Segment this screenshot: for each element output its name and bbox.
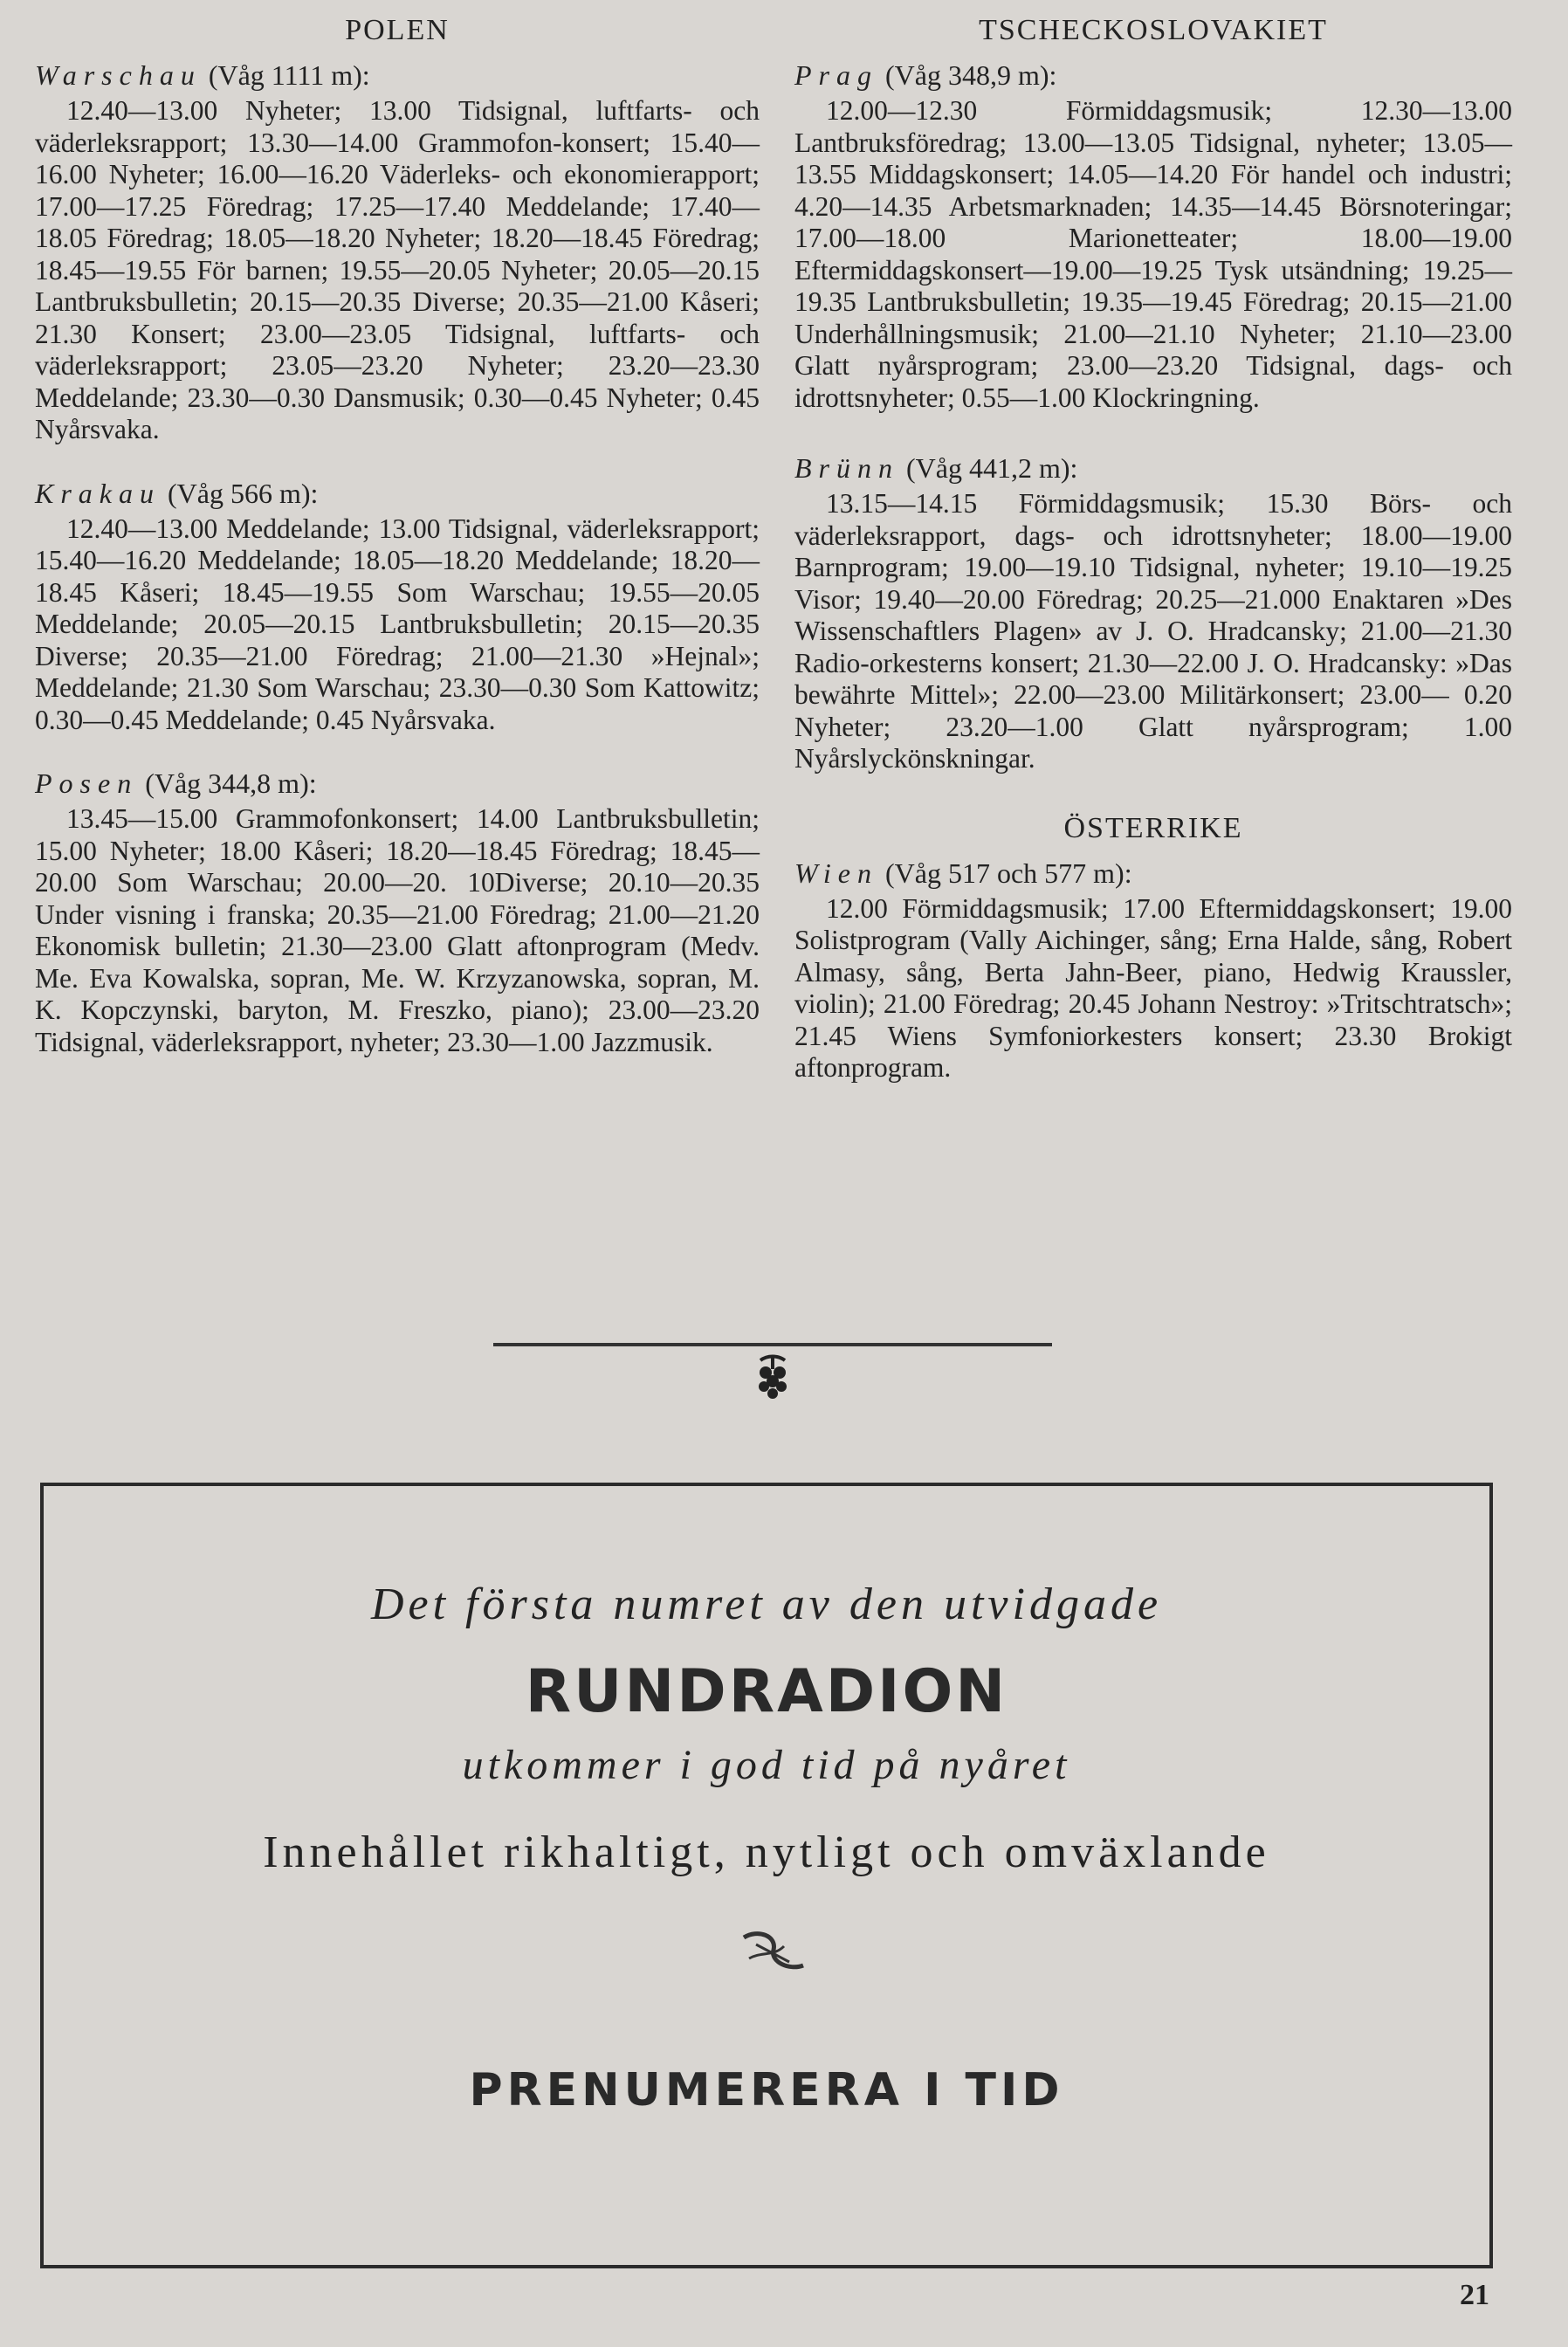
station-header (35, 767, 760, 800)
station-header (794, 452, 1512, 485)
ad-title: RUNDRADION (525, 1657, 1008, 1726)
station-wave: (Våg 344,8 m): (145, 767, 317, 799)
station-program: 12.40—13.00 Meddelande; 13.00 Tidsignal, väderleksrapport; 15.40—16.20 Meddelande; 18.05—18.20 Meddelande; 18.20—18.45 Kåseri; 18.45—19.55 Som Warschau; 19.55—20.05 Meddelande; 20.05—20.15 Lantbruksbulletin; 20.15—20.35 Diverse; 20.35—21.00 Föredrag; 21.00—21.30 »Hejnal»; Meddelande; 21.30 Som Warschau; 23.30—0.30 Som Kattowitz; 0.30—0.45 Meddelande; 0.45 Nyårsvaka. (35, 513, 760, 735)
grape-cluster-icon (753, 1353, 792, 1416)
station-name: Wien (794, 857, 878, 889)
station-wien (794, 857, 1512, 1084)
ad-subtitle: utkommer i god tid på nyåret (462, 1742, 1071, 1788)
station-program: 12.40—13.00 Nyheter; 13.00 Tidsignal, luftfarts- och väderleksrapport; 13.30—14.00 Grammofon-konsert; 15.40—16.00 Nyheter; 16.00—16.20 Väderleks- och ekonomierapport; 17.00—17.25 Föredrag; 17.25—17.40 Meddelande; 17.40—18.05 Föredrag; 18.05—18.20 Nyheter; 18.20—18.45 Föredrag; 18.45—19.55 För barnen; 19.55—20.05 Nyheter; 20.05—20.15 Lantbruksbulletin; 20.15—20.35 Diverse; 20.35—21.00 Kåseri; 21.30 Konsert; 23.00—23.05 Tidsignal, luftfarts- och väderleksrapport; 23.05—23.20 Nyheter; 23.20—23.30 Meddelande; 23.30—0.30 Dansmusik; 0.30—0.45 Nyheter; 0.45 Nyårsvaka. (35, 95, 760, 444)
station-header (794, 857, 1512, 890)
station-program: 12.00 Förmiddagsmusik; 17.00 Eftermiddagskonsert; 19.00 Solistprogram (Vally Aichinger, sång; Erna Halde, sång, Robert Almasy, sång, Berta Jahn-Beer, piano, Hedwig Kraussler, violin); 21.00 Föredrag; 20.45 Johann Nestroy: »Tritschtratsch»; 21.45 Wiens Symfoniorkesters konsert; 23.30 Brokigt aftonprogram. (794, 892, 1512, 1083)
station-program: 13.15—14.15 Förmiddagsmusik; 15.30 Börs- och väderleksrapport, dags- och idrottsnyheter; 18.00—19.00 Barnprogram; 19.00—19.10 Tidsignal, nyheter; 19.10—19.25 Visor; 19.40—20.00 Föredrag; 20.25—21.000 Enaktaren »Des Wissenschaftlers Plagen» av J. O. Hradcansky; 21.00—21.30 Radio-orkesterns konsert; 21.30—22.00 J. O. Hradcansky: »Das bewährte Mittel»; 22.00—23.00 Militärkonsert; 23.00— 0.20 Nyheter; 23.20—1.00 Glatt nyårsprogram; 1.00 Nyårslyckönskningar. (794, 488, 1512, 774)
station-brunn (794, 452, 1512, 775)
radio-signal-icon (739, 1927, 808, 1979)
station-program: 13.45—15.00 Grammofonkonsert; 14.00 Lantbruksbulletin; 15.00 Nyheter; 18.00 Kåseri; 18.20—18.45 Föredrag; 18.45—20.00 Som Warschau; 20.00—20. 10Diverse; 20.10—20.35 Under visning i franska; 20.35—21.00 Föredrag; 21.00—21.20 Ekonomisk bulletin; 21.30—23.00 Glatt aftonprogram (Medv. Me. Eva Kowalska, sopran, Me. W. Krzyzanowska, sopran, M. K. Kopczynski, baryton, M. Freszko, piano); 23.00—23.20 Tidsignal, väderleksrapport, nyheter; 23.30—1.00 Jazzmusik. (35, 803, 760, 1057)
station-name: Posen (35, 767, 139, 799)
station-program: 12.00—12.30 Förmiddagsmusik; 12.30—13.00 Lantbruksföredrag; 13.00—13.05 Tidsignal, nyheter; 13.05—13.55 Middagskonsert; 14.05—14.20 För handel och industri; 4.20—14.35 Arbetsmarknaden; 14.35—14.45 Börsnoteringar; 17.00—18.00 Marionetteater; 18.00—19.00 Eftermiddagskonsert—19.00—19.25 Tysk utsändning; 19.25—19.35 Lantbruksbulletin; 19.35—19.45 Föredrag; 20.15—21.00 Underhållningsmusik; 21.00—21.10 Nyheter; 21.10—23.00 Glatt nyårsprogram; 23.00—23.20 Tidsignal, dags- och idrottsnyheter; 0.55—1.00 Klockringning. (794, 95, 1512, 413)
station-header (794, 59, 1512, 92)
station-posen (35, 767, 760, 1058)
country-heading-osterrike: ÖSTERRIKE (1063, 811, 1243, 844)
left-column (35, 9, 760, 1058)
section-divider (493, 1343, 1052, 1346)
station-prag (794, 59, 1512, 414)
station-warschau (35, 59, 760, 446)
station-name: Brünn (794, 452, 899, 484)
station-wave: (Våg 1111 m): (208, 59, 370, 91)
ad-intro-text: Det första numret av den utvidgade (370, 1580, 1163, 1629)
station-wave: (Våg 348,9 m): (885, 59, 1057, 91)
station-header (35, 59, 760, 92)
station-header (35, 478, 760, 510)
right-column (794, 9, 1512, 1084)
subscribe-call-to-action: PRENUMERERA I TID (469, 2064, 1064, 2116)
station-name: Prag (794, 59, 878, 91)
station-wave: (Våg 566 m): (168, 477, 319, 509)
station-krakau (35, 478, 760, 737)
station-wave: (Våg 441,2 m): (906, 452, 1078, 484)
station-name: Krakau (35, 477, 161, 509)
page-number: 21 (1460, 2279, 1489, 2311)
station-name: Warschau (35, 59, 202, 91)
station-wave: (Våg 517 och 577 m): (884, 857, 1132, 889)
country-heading-tjeckoslovakiet: TSCHECKOSLOVAKIET (979, 14, 1328, 46)
rundradion-advertisement (40, 1483, 1493, 2268)
ad-content-text: Innehållet rikhaltigt, nytligt och omväxlande (263, 1827, 1270, 1877)
country-heading-polen: POLEN (345, 14, 450, 46)
